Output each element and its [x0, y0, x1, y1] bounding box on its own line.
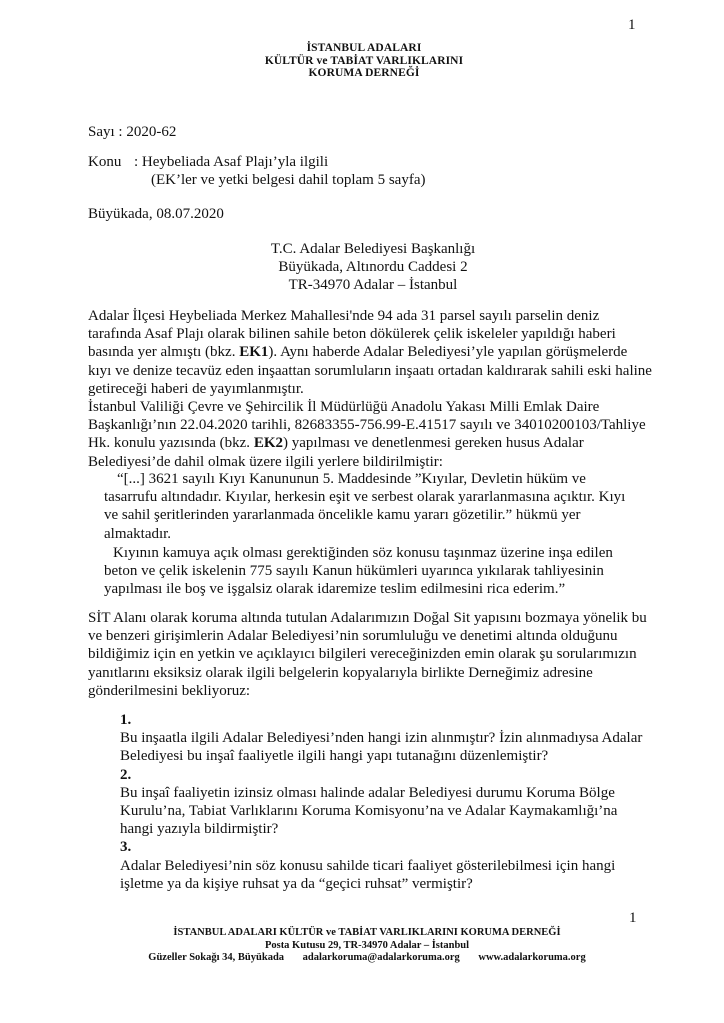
paragraph-1 — [88, 307, 668, 398]
paragraph-3 — [88, 609, 668, 700]
text-line: Adalar İlçesi Heybeliada Merkez Mahallesi'nde 94 ada 31 parsel sayılı parselin deniz — [88, 308, 600, 324]
footer — [0, 927, 724, 965]
text-line: Kıyının kamuya açık olması gerektiğinden söz konusu taşınmaz üzerine inşa edilen — [113, 545, 613, 561]
question-list — [120, 711, 660, 893]
subject-value: : Heybeliada Asaf Plajı’yla ilgili — [134, 154, 329, 170]
page-number-bottom: 1 — [629, 910, 637, 926]
text-line: beton ve çelik iskelenin 775 sayılı Kanun hükümleri uyarınca yıkılarak tahliyesinin — [104, 563, 604, 580]
page-number-top: 1 — [628, 17, 636, 33]
subject-note: (EK’ler ve yetki belgesi dahil toplam 5 sayfa) — [151, 172, 426, 189]
addressee-line-2: Büyükada, Altınordu Caddesi 2 — [278, 259, 468, 276]
text-line: kıyı ve denize tecavüz eden inşaattan sorumluların inşaatı ortadan kaldırarak sahili eski haline — [88, 362, 652, 379]
question-number: 3. — [120, 839, 132, 856]
subject-block — [88, 153, 426, 189]
text-line: SİT Alanı olarak koruma altında tutulan Adalarımızın Doğal Sit yapısını bozmaya yönelik bu — [88, 610, 647, 626]
question-text-line: Bu inşaatla ilgili Adalar Belediyesi’nden hangi izin alınmıştır? İzin alınmadıysa Adalar — [120, 730, 643, 747]
footer-contact-line — [10, 952, 724, 965]
subject-label: Konu — [88, 154, 122, 170]
text-line: Belediyesi’de dahil olmak üzere ilgili yerlere bildirilmiştir: — [88, 453, 443, 470]
text-span: Hk. konulu yazısında (bkz. — [88, 435, 254, 452]
question-number: 1. — [120, 712, 132, 728]
addressee-line-3: TR-34970 Adalar – İstanbul — [288, 277, 458, 294]
text-line: yanıtlarını eksiksiz olarak ilgili belgelerin kopyalarıyla birlikte Derneğimiz adresine — [88, 664, 593, 681]
text-line — [88, 434, 668, 452]
text-line: Başkanlığı’nın 22.04.2020 tarihli, 82683355-756.99-E.41517 sayılı ve 34010200103/Tahliye — [88, 417, 646, 434]
letterhead-line-1: İSTANBUL ADALARI — [306, 42, 422, 54]
text-span: ). Aynı haberde Adalar Belediyesi’yle yapılan görüşmelerde — [268, 344, 628, 361]
question-number: 2. — [120, 766, 132, 783]
question-text-line: Bu inşaî faaliyetin izinsiz olması halinde adalar Belediyesi durumu Koruma Bölge — [120, 784, 615, 801]
text-line: ve benzeri girişimlerin Adalar Belediyesi’nin sorumluluğu ve denetimi altında olduğunu — [88, 628, 618, 645]
text-span: basında yer almıştı (bkz. — [88, 344, 240, 361]
reference-number: Sayı : 2020-62 — [88, 124, 177, 140]
footer-org-name: İSTANBUL ADALARI KÜLTÜR ve TABİAT VARLIKLARINI KORUMA DERNEĞİ — [173, 927, 561, 938]
text-line: getireceği haberi de yayımlanmıştır. — [88, 380, 304, 397]
question-text-line: Belediyesi bu inşaî faaliyetle ilgili hangi yapı tutanağını düzenlemiştir? — [120, 748, 549, 765]
text-line: yapılması ile boş ve işgalsiz olarak idaremize teslim edilmesini rica ederim.” — [104, 581, 566, 598]
text-line: İstanbul Valiliği Çevre ve Şehircilik İl Müdürlüğü Anadolu Yakası Milli Emlak Daire — [88, 399, 600, 415]
question-text-line: Kurulu’na, Tabiat Varlıklarını Koruma Komisyonu’na ve Adalar Kaymakamlığı’na — [120, 803, 618, 820]
text-line: tarafında Asaf Plajı olarak bilinen sahile beton dökülerek çelik iskeleler yapıldığı haberi — [88, 326, 616, 343]
annex-reference-ek2: EK2 — [253, 435, 283, 452]
text-span: ) yapılması ve denetlenmesi gereken husus Adalar — [283, 435, 584, 452]
letterhead-line-3: KORUMA DERNEĞİ — [308, 67, 420, 79]
text-line: bildiğimiz için en yetkin ve açıklayıcı bilgileri vereceğinizden emin olarak şu sorularımızın — [88, 646, 637, 663]
text-line: ve sahil şeritlerinden yararlanmada öncelikle kamu yararı gözetilir.” hükmü yer — [104, 507, 581, 524]
quotation-2 — [104, 544, 664, 599]
addressee-line-1: T.C. Adalar Belediyesi Başkanlığı — [270, 241, 476, 257]
question-text-line: işletme ya da kişiye ruhsat ya da “geçici ruhsat” vermiştir? — [120, 875, 473, 892]
question-text-line: Adalar Belediyesi’nin söz konusu sahilde ticari faaliyet gösterilebilmesi için hangi — [120, 857, 616, 874]
footer-website-link[interactable]: www.adalarkoruma.org — [478, 952, 586, 963]
footer-email-link[interactable]: adalarkoruma@adalarkoruma.org — [302, 952, 460, 963]
quotation-1 — [104, 470, 664, 543]
annex-reference-ek1: EK1 — [239, 344, 269, 361]
text-line: gönderilmesini bekliyoruz: — [88, 682, 251, 699]
question-text-line: hangi yazıyla bildirmiştir? — [120, 821, 279, 838]
text-line: “[...] 3621 sayılı Kıyı Kanununun 5. Maddesinde ”Kıyılar, Devletin hüküm ve — [117, 471, 586, 487]
text-line: almaktadır. — [104, 525, 172, 542]
question-item — [120, 766, 660, 839]
footer-po-box: Posta Kutusu 29, TR-34970 Adalar – İstanbul — [264, 939, 470, 951]
paragraph-2 — [88, 398, 668, 471]
footer-street-address: Güzeller Sokağı 34, Büyükada — [148, 952, 285, 963]
text-line: tasarrufu altındadır. Kıyılar, herkesin eşit ve serbest olarak yararlanmasına açıktır. Kıyı — [104, 489, 626, 506]
question-item — [120, 711, 660, 766]
letterhead-line-2: KÜLTÜR ve TABİAT VARLIKLARINI — [264, 54, 464, 67]
question-item — [120, 838, 660, 893]
letter-date: Büyükada, 08.07.2020 — [88, 206, 224, 222]
addressee-block — [0, 240, 724, 295]
letterhead — [0, 42, 724, 80]
text-line — [88, 343, 668, 361]
